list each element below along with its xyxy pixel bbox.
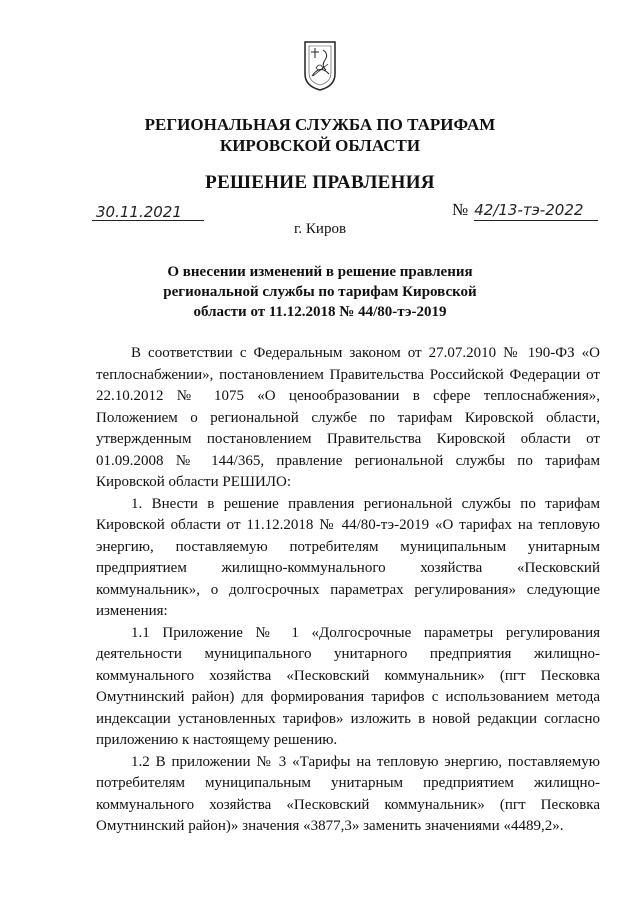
subject-line1: О внесении изменений в решение правления [167, 264, 473, 280]
number-sign: № [452, 200, 469, 219]
subject-line2: региональной службы по тарифам Кировской [163, 284, 477, 300]
city-label: г. Киров [293, 221, 347, 237]
coat-of-arms-icon [303, 40, 337, 92]
document-body [96, 343, 600, 838]
paragraph-item-1-1: 1.1 Приложение № 1 «Долгосрочные параметры регулирования деятельности муниципального унитарного предприятия жилищно-коммунального хозяйства «Песковский коммунальник» (пгт Песковка Омутнинский район) для формирования тарифов с использованием метода индексации установленных тарифов» изложить в новой редакции согласно приложению к настоящему решению. [96, 624, 600, 748]
paragraph-item-1: 1. Внести в решение правления региональной службы по тарифам Кировской области от 11.12.2018 № 44/80-тэ-2019 «О тарифах на тепловую энергию, поставляемую потребителям муниципальным унитарным предприятием жилищно-коммунального хозяйства «Песковский коммунальник», о долгосрочных параметрах регулирования» следующие изменения: [96, 495, 600, 619]
number-value: 42/13-тэ-2022 [474, 201, 584, 219]
org-name-line2: КИРОВСКОЙ ОБЛАСТИ [219, 136, 421, 155]
document-type-title: РЕШЕНИЕ ПРАВЛЕНИЯ [205, 172, 435, 193]
decision-number [452, 200, 583, 220]
decision-date: 30.11.2021 [96, 203, 182, 221]
org-name-line1: РЕГИОНАЛЬНАЯ СЛУЖБА ПО ТАРИФАМ [144, 115, 496, 134]
paragraph-intro: В соответствии с Федеральным законом от 27.07.2010 № 190-ФЗ «О теплоснабжении», постановлением Правительства Российской Федерации от 22.10.2012 № 1075 «О ценообразовании в сфере теплоснабжения», Положением о региональной службе по тарифам Кировской области, утвержденным постановлением Правительства Кировской области от 01.09.2008 № 144/365, правление региональной службы по тарифам Кировской области РЕШИЛО: [96, 345, 600, 490]
subject-heading [150, 262, 490, 322]
paragraph-item-1-2: 1.2 В приложении № 3 «Тарифы на тепловую энергию, поставляемую потребителям муниципальным унитарным предприятием жилищно-коммунального хозяйства «Песковский коммунальник» (пгт Песковка Омутнинский район)» значения «3877,3» заменить значениями «4489,2». [96, 753, 600, 834]
subject-line3: области от 11.12.2018 № 44/80-тэ-2019 [193, 304, 447, 320]
